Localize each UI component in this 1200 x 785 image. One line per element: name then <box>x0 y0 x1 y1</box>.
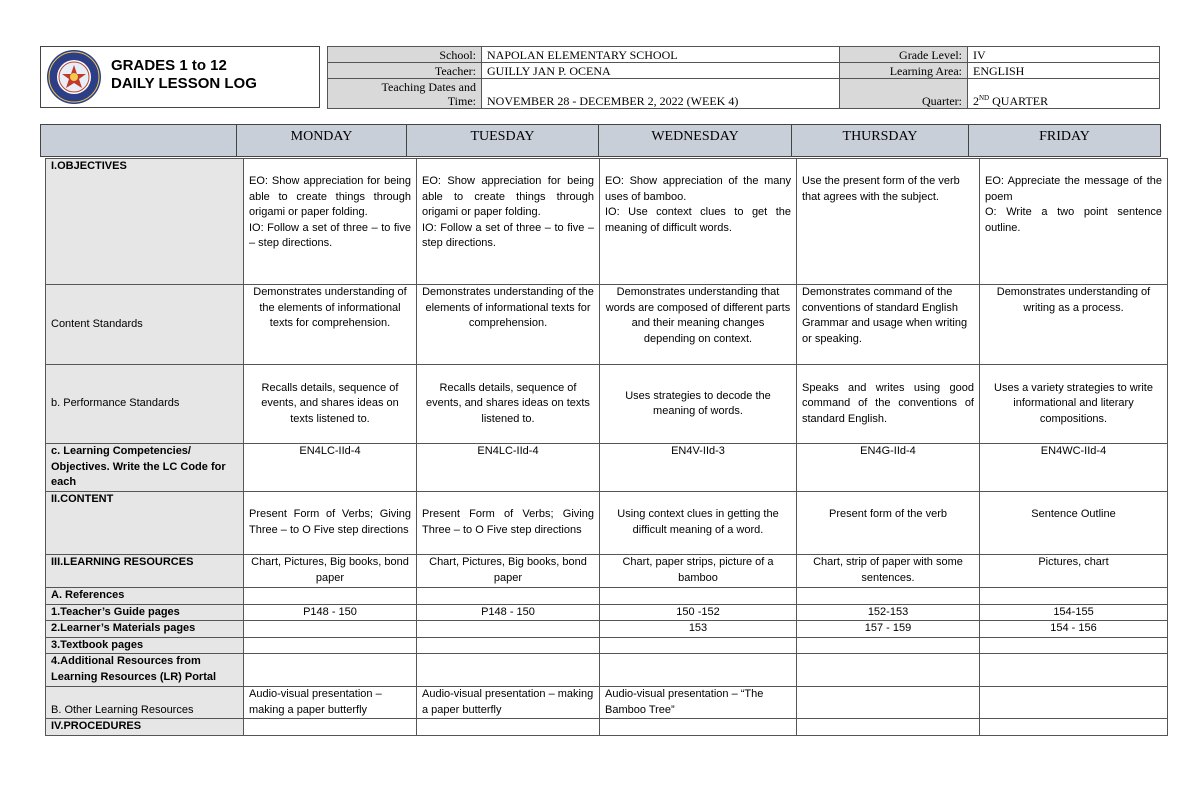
row-label-references: A. References <box>46 588 244 605</box>
other-resources-thursday <box>797 687 980 719</box>
table-row <box>46 654 1168 687</box>
table-cell <box>980 719 1168 736</box>
table-cell <box>980 654 1168 687</box>
dates-label-line-1: Teaching Dates and <box>381 80 476 94</box>
day-header-blank <box>41 125 237 157</box>
school-label: School: <box>328 47 482 63</box>
table-cell <box>244 637 417 654</box>
teachers-guide-wednesday: 150 -152 <box>600 604 797 621</box>
resources-tuesday: Chart, Pictures, Big books, bond paper <box>417 555 600 588</box>
table-cell <box>797 588 980 605</box>
competency-monday: EN4LC-IId-4 <box>244 444 417 492</box>
table-row <box>46 637 1168 654</box>
day-tuesday: TUESDAY <box>407 125 599 157</box>
learners-materials-monday <box>244 621 417 638</box>
objective-line: IO: Follow a set of three – to five – step directions. <box>422 221 594 249</box>
row-label-learning-resources: III.LEARNING RESOURCES <box>46 555 244 588</box>
table-row <box>46 555 1168 588</box>
table-cell <box>797 637 980 654</box>
objective-line: O: Write a two point sentence outline. <box>985 206 1162 234</box>
title-line-2: DAILY LESSON LOG <box>111 75 257 92</box>
row-label-objectives: I.OBJECTIVES <box>46 159 244 285</box>
content-monday: Present Form of Verbs; Giving Three – to O Five step directions <box>244 492 417 555</box>
table-cell <box>417 588 600 605</box>
row-label-learners-materials: 2.Learner’s Materials pages <box>46 621 244 638</box>
content-standard-wednesday: Demonstrates understanding that words are composed of different parts and their meaning changes depending on context. <box>600 285 797 365</box>
performance-standard-thursday: Speaks and writes using good command of the conventions of standard English. <box>797 365 980 444</box>
table-cell <box>797 719 980 736</box>
table-row <box>46 621 1168 638</box>
table-row <box>46 444 1168 492</box>
teachers-guide-monday: P148 - 150 <box>244 604 417 621</box>
day-friday: FRIDAY <box>969 125 1161 157</box>
content-standard-friday: Demonstrates understanding of writing as a process. <box>980 285 1168 365</box>
learners-materials-wednesday: 153 <box>600 621 797 638</box>
teachers-guide-tuesday: P148 - 150 <box>417 604 600 621</box>
table-row <box>46 719 1168 736</box>
quarter-word: QUARTER <box>989 94 1049 108</box>
quarter-value <box>968 79 1160 109</box>
objective-line: EO: Show appreciation of the many uses of bamboo. <box>605 175 791 203</box>
table-row <box>46 365 1168 444</box>
objectives-tuesday <box>417 159 600 285</box>
content-wednesday: Using context clues in getting the difficult meaning of a word. <box>600 492 797 555</box>
table-row <box>46 492 1168 555</box>
teacher-value: GUILLY JAN P. OCENA <box>482 63 840 79</box>
row-label-content: II.CONTENT <box>46 492 244 555</box>
other-resources-monday: Audio-visual presentation – making a paper butterfly <box>244 687 417 719</box>
row-label-other-resources: B. Other Learning Resources <box>46 687 244 719</box>
performance-standard-wednesday: Uses strategies to decode the meaning of words. <box>600 365 797 444</box>
row-label-competencies: c. Learning Competencies/ Objectives. Write the LC Code for each <box>46 444 244 492</box>
content-friday: Sentence Outline <box>980 492 1168 555</box>
table-row <box>46 687 1168 719</box>
learning-area-label: Learning Area: <box>840 63 968 79</box>
dates-label <box>328 79 482 109</box>
learning-area-value: ENGLISH <box>968 63 1160 79</box>
row-label-teachers-guide: 1.Teacher’s Guide pages <box>46 604 244 621</box>
grade-level-label: Grade Level: <box>840 47 968 63</box>
performance-standard-monday: Recalls details, sequence of events, and shares ideas on texts listened to. <box>244 365 417 444</box>
lesson-grid <box>45 158 1168 736</box>
table-cell <box>980 637 1168 654</box>
resources-monday: Chart, Pictures, Big books, bond paper <box>244 555 417 588</box>
objectives-monday <box>244 159 417 285</box>
content-thursday: Present form of the verb <box>797 492 980 555</box>
table-cell <box>797 654 980 687</box>
learners-materials-thursday: 157 - 159 <box>797 621 980 638</box>
competency-friday: EN4WC-IId-4 <box>980 444 1168 492</box>
learners-materials-tuesday <box>417 621 600 638</box>
table-cell <box>417 719 600 736</box>
grade-level-value: IV <box>968 47 1160 63</box>
quarter-suffix: ND <box>979 94 990 102</box>
objectives-thursday <box>797 159 980 285</box>
school-value: NAPOLAN ELEMENTARY SCHOOL <box>482 47 840 63</box>
row-label-performance-standards: b. Performance Standards <box>46 365 244 444</box>
dates-label-line-2: Time: <box>447 94 476 108</box>
table-cell <box>600 654 797 687</box>
table-row <box>46 604 1168 621</box>
teacher-label: Teacher: <box>328 63 482 79</box>
row-label-content-standards: Content Standards <box>46 285 244 365</box>
table-cell <box>244 654 417 687</box>
performance-standard-tuesday: Recalls details, sequence of events, and shares ideas on texts listened to. <box>417 365 600 444</box>
day-thursday: THURSDAY <box>792 125 969 157</box>
resources-thursday: Chart, strip of paper with some sentences. <box>797 555 980 588</box>
other-resources-friday <box>980 687 1168 719</box>
info-table <box>327 46 1160 109</box>
teachers-guide-thursday: 152-153 <box>797 604 980 621</box>
row-label-additional-resources: 4.Additional Resources from Learning Resources (LR) Portal <box>46 654 244 687</box>
competency-thursday: EN4G-IId-4 <box>797 444 980 492</box>
teachers-guide-friday: 154-155 <box>980 604 1168 621</box>
resources-wednesday: Chart, paper strips, picture of a bamboo <box>600 555 797 588</box>
objective-line: Use the present form of the verb that agrees with the subject. <box>802 175 960 203</box>
table-cell <box>244 719 417 736</box>
table-row <box>46 159 1168 285</box>
table-cell <box>417 637 600 654</box>
title-block <box>40 46 320 108</box>
table-cell <box>600 588 797 605</box>
objectives-wednesday <box>600 159 797 285</box>
content-standard-thursday: Demonstrates command of the conventions of standard English Grammar and usage when writing or speaking. <box>797 285 980 365</box>
table-row <box>46 588 1168 605</box>
row-label-procedures: IV.PROCEDURES <box>46 719 244 736</box>
objective-line: EO: Show appreciation for being able to create things through origami or paper folding. <box>249 175 411 218</box>
content-tuesday: Present Form of Verbs; Giving Three – to O Five step directions <box>417 492 600 555</box>
dates-value: NOVEMBER 28 - DECEMBER 2, 2022 (WEEK 4) <box>482 79 840 109</box>
quarter-label: Quarter: <box>840 79 968 109</box>
other-resources-tuesday: Audio-visual presentation – making a paper butterfly <box>417 687 600 719</box>
objective-line: IO: Follow a set of three – to five – step directions. <box>249 221 411 249</box>
objectives-friday <box>980 159 1168 285</box>
day-monday: MONDAY <box>237 125 407 157</box>
row-label-textbook: 3.Textbook pages <box>46 637 244 654</box>
title-line-1: GRADES 1 to 12 <box>111 57 227 74</box>
quarter-number: 2 <box>973 94 979 108</box>
table-cell <box>244 588 417 605</box>
table-cell <box>600 719 797 736</box>
table-cell <box>980 588 1168 605</box>
deped-seal-icon <box>46 49 102 105</box>
content-standard-tuesday: Demonstrates understanding of the elements of informational texts for comprehension. <box>417 285 600 365</box>
competency-tuesday: EN4LC-IId-4 <box>417 444 600 492</box>
table-cell <box>600 637 797 654</box>
other-resources-wednesday: Audio-visual presentation – “The Bamboo Tree” <box>600 687 797 719</box>
resources-friday: Pictures, chart <box>980 555 1168 588</box>
table-cell <box>417 654 600 687</box>
day-wednesday: WEDNESDAY <box>599 125 792 157</box>
table-row <box>46 285 1168 365</box>
log-title <box>111 57 257 93</box>
learners-materials-friday: 154 - 156 <box>980 621 1168 638</box>
objective-line: EO: Show appreciation for being able to create things through origami or paper folding. <box>422 175 594 218</box>
performance-standard-friday: Uses a variety strategies to write informational and literary compositions. <box>980 365 1168 444</box>
objective-line: EO: Appreciate the message of the poem <box>985 175 1162 203</box>
competency-wednesday: EN4V-IId-3 <box>600 444 797 492</box>
day-header <box>40 124 1161 157</box>
content-standard-monday: Demonstrates understanding of the elements of informational texts for comprehension. <box>244 285 417 365</box>
objective-line: IO: Use context clues to get the meaning of difficult words. <box>605 206 791 234</box>
